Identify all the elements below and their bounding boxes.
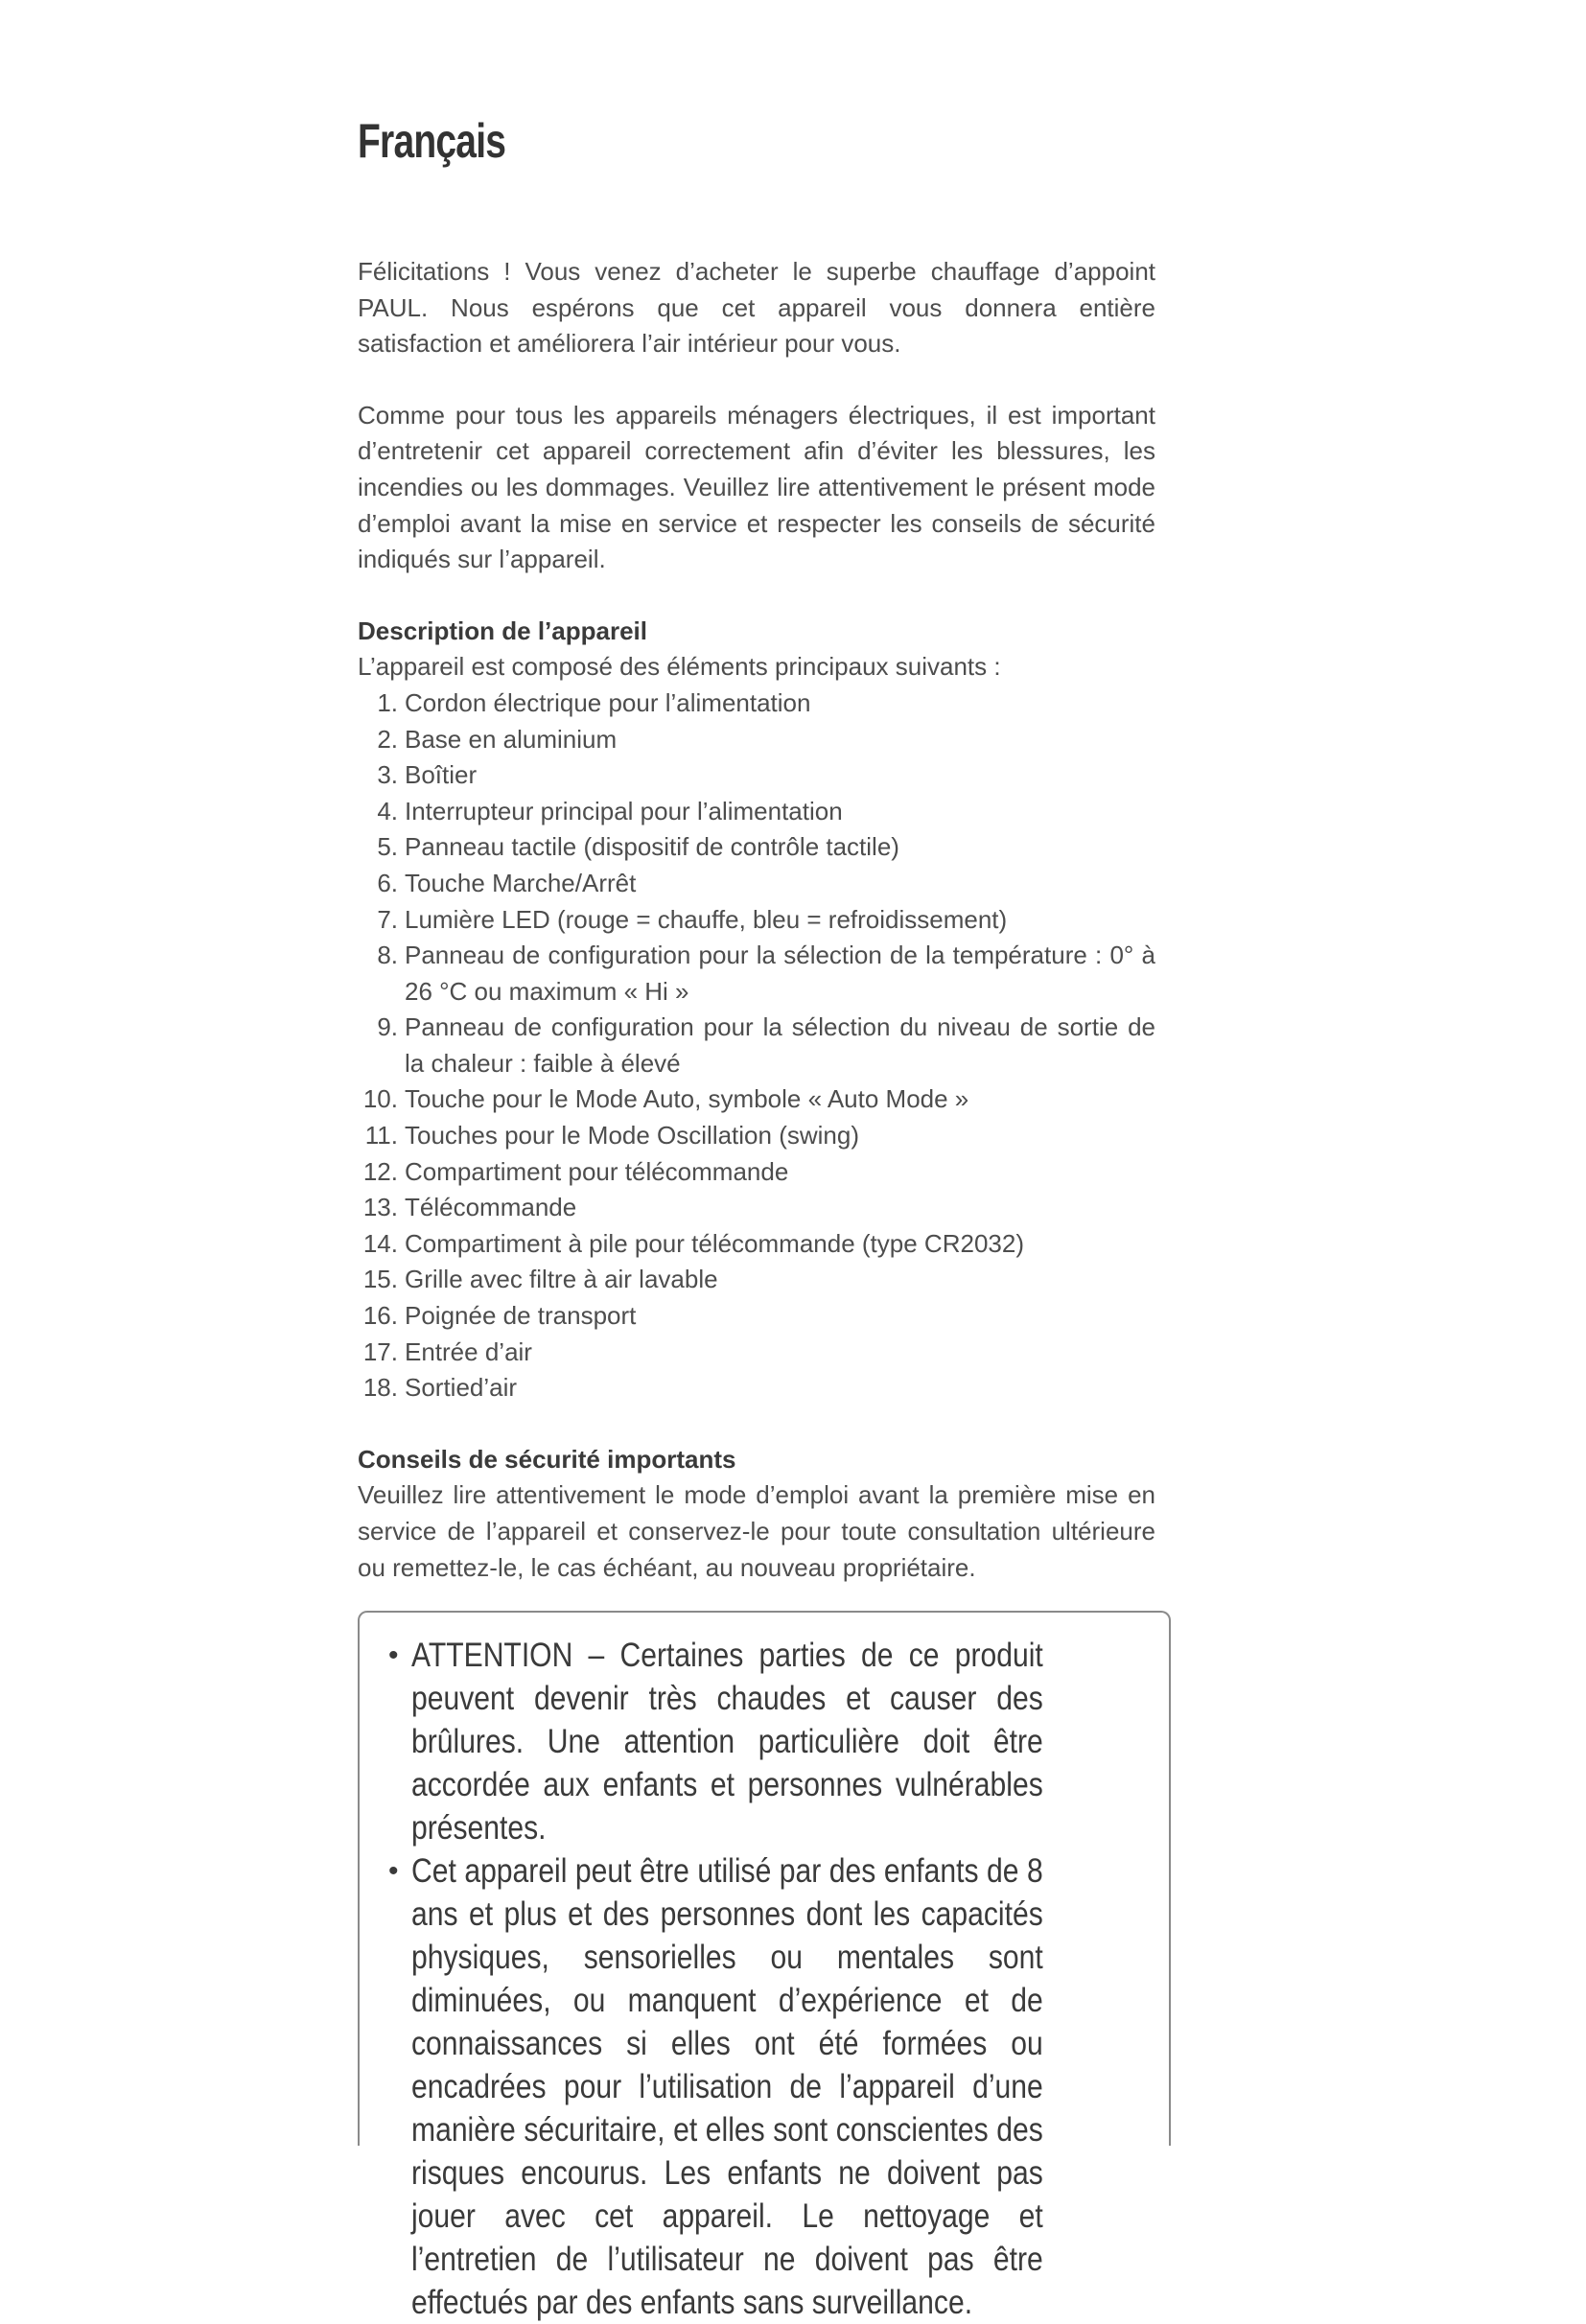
- list-item-text: Touche Marche/Arrêt: [405, 868, 637, 897]
- list-item-text: Boîtier: [405, 760, 478, 790]
- list-item: [358, 1335, 1155, 1371]
- bullet-icon: •: [388, 1639, 399, 1671]
- section-title-safety: Conseils de sécurité importants: [358, 1444, 736, 1474]
- list-item-number: 17.: [362, 1336, 398, 1366]
- list-item-text: Panneau tactile (dispositif de contrôle tactile): [405, 832, 899, 862]
- list-item: [358, 866, 1155, 902]
- list-item: [358, 1370, 1155, 1406]
- warning-text: ATTENTION – Certaines parties de ce produit peuvent devenir très chaudes et causer des brûlures. Une attention particulière doit être accordée aux enfants et personnes vulnérables présentes.: [411, 1637, 1043, 1847]
- list-item: [358, 794, 1155, 830]
- list-item: [358, 1118, 1155, 1154]
- safety-lead: Veuillez lire attentivement le mode d’emploi avant la première mise en service de l’appareil et conservez-le pour toute consultation ultérieure ou remettez-le, le cas échéant, au nouveau propriétaire.: [358, 1480, 1155, 1582]
- list-item-text: Cordon électrique pour l’alimentation: [405, 687, 811, 717]
- document-body: [358, 254, 1155, 1586]
- warning-item: [388, 1849, 1146, 2324]
- list-item-text: Compartiment pour télécommande: [405, 1156, 789, 1186]
- list-item-text: Télécommande: [405, 1193, 577, 1222]
- list-item-text: Interrupteur principal pour l’alimentation: [405, 796, 843, 825]
- list-item-number: 8.: [377, 941, 398, 970]
- list-item: [358, 1010, 1155, 1081]
- list-item: [358, 1154, 1155, 1191]
- list-item-text: Compartiment à pile pour télécommande (type CR2032): [405, 1228, 1024, 1258]
- list-item-number: 14.: [362, 1228, 398, 1258]
- list-item: [358, 1262, 1155, 1298]
- list-item-number: 12.: [362, 1156, 398, 1186]
- list-item-text: Base en aluminium: [405, 724, 618, 754]
- list-item-text: Panneau de configuration pour la sélection de la température : 0° à 26 °C ou maximum « Hi »: [405, 941, 1155, 1006]
- list-item-text: Touche pour le Mode Auto, symbole « Auto Mode »: [405, 1084, 969, 1114]
- list-item-number: 16.: [362, 1301, 398, 1331]
- warning-item: [388, 1634, 1146, 1849]
- page-title: Français: [358, 114, 506, 168]
- list-item: [358, 722, 1155, 758]
- list-item-number: 10.: [362, 1084, 398, 1114]
- list-item: [358, 1190, 1155, 1226]
- list-item-number: 18.: [362, 1373, 398, 1403]
- list-item-number: 9.: [377, 1012, 398, 1042]
- list-item: [358, 1298, 1155, 1335]
- list-item-number: 7.: [377, 904, 398, 934]
- list-item-number: 1.: [377, 687, 398, 717]
- list-item: [358, 757, 1155, 794]
- list-item-number: 2.: [377, 724, 398, 754]
- list-item: [358, 1081, 1155, 1118]
- section-title-description: Description de l’appareil: [358, 616, 647, 645]
- list-item-number: 5.: [377, 832, 398, 862]
- warning-box: [358, 1611, 1171, 2321]
- list-item-text: Touches pour le Mode Oscillation (swing): [405, 1121, 859, 1150]
- intro-paragraph: Félicitations ! Vous venez d’acheter le superbe chauffage d’appoint PAUL. Nous espérons que cet appareil vous donnera entière satisfaction et améliorera l’air intérieur pour vous.: [358, 257, 1155, 359]
- list-item-text: Grille avec filtre à air lavable: [405, 1265, 718, 1294]
- list-item-number: 3.: [377, 760, 398, 790]
- description-lead: L’appareil est composé des éléments principaux suivants :: [358, 652, 1001, 682]
- list-item: [358, 938, 1155, 1010]
- list-item: [358, 829, 1155, 866]
- bullet-icon: •: [388, 1855, 399, 1887]
- list-item-text: Panneau de configuration pour la sélection du niveau de sortie de la chaleur : faible à élevé: [405, 1012, 1155, 1078]
- warning-list: [360, 1613, 1169, 2324]
- list-item-number: 4.: [377, 796, 398, 825]
- warning-text: Cet appareil peut être utilisé par des enfants de 8 ans et plus et des personnes dont les capacités physiques, sensorielles ou mentales sont diminuées, ou manquent d’expérience et de connaissances si elles ont été formées ou encadrées pour l’utilisation de l’appareil d’une manière sécuritaire, et elles sont conscientes des risques encourus. Les enfants ne doivent pas jouer avec cet appareil. Le nettoyage et l’entretien de l’utilisateur ne doivent pas être effectués par des enfants sans surveillance.: [411, 1852, 1043, 2321]
- list-item-text: Poignée de transport: [405, 1301, 637, 1331]
- list-item: [358, 1226, 1155, 1263]
- list-item-number: 6.: [377, 868, 398, 897]
- list-item-text: Entrée d’air: [405, 1336, 532, 1366]
- list-item-text: Lumière LED (rouge = chauffe, bleu = refroidissement): [405, 904, 1008, 934]
- intro-paragraph: Comme pour tous les appareils ménagers électriques, il est important d’entretenir cet appareil correctement afin d’éviter les blessures, les incendies ou les dommages. Veuillez lire attentivement le présent mode d’emploi avant la mise en service et respecter les conseils de sécurité indiqués sur l’appareil.: [358, 400, 1155, 574]
- parts-list: [358, 686, 1155, 1406]
- list-item-text: Sortied’air: [405, 1373, 518, 1403]
- list-item-number: 15.: [362, 1265, 398, 1294]
- list-item: [358, 902, 1155, 939]
- list-item: [358, 686, 1155, 722]
- list-item-number: 13.: [362, 1193, 398, 1222]
- list-item-number: 11.: [364, 1121, 398, 1150]
